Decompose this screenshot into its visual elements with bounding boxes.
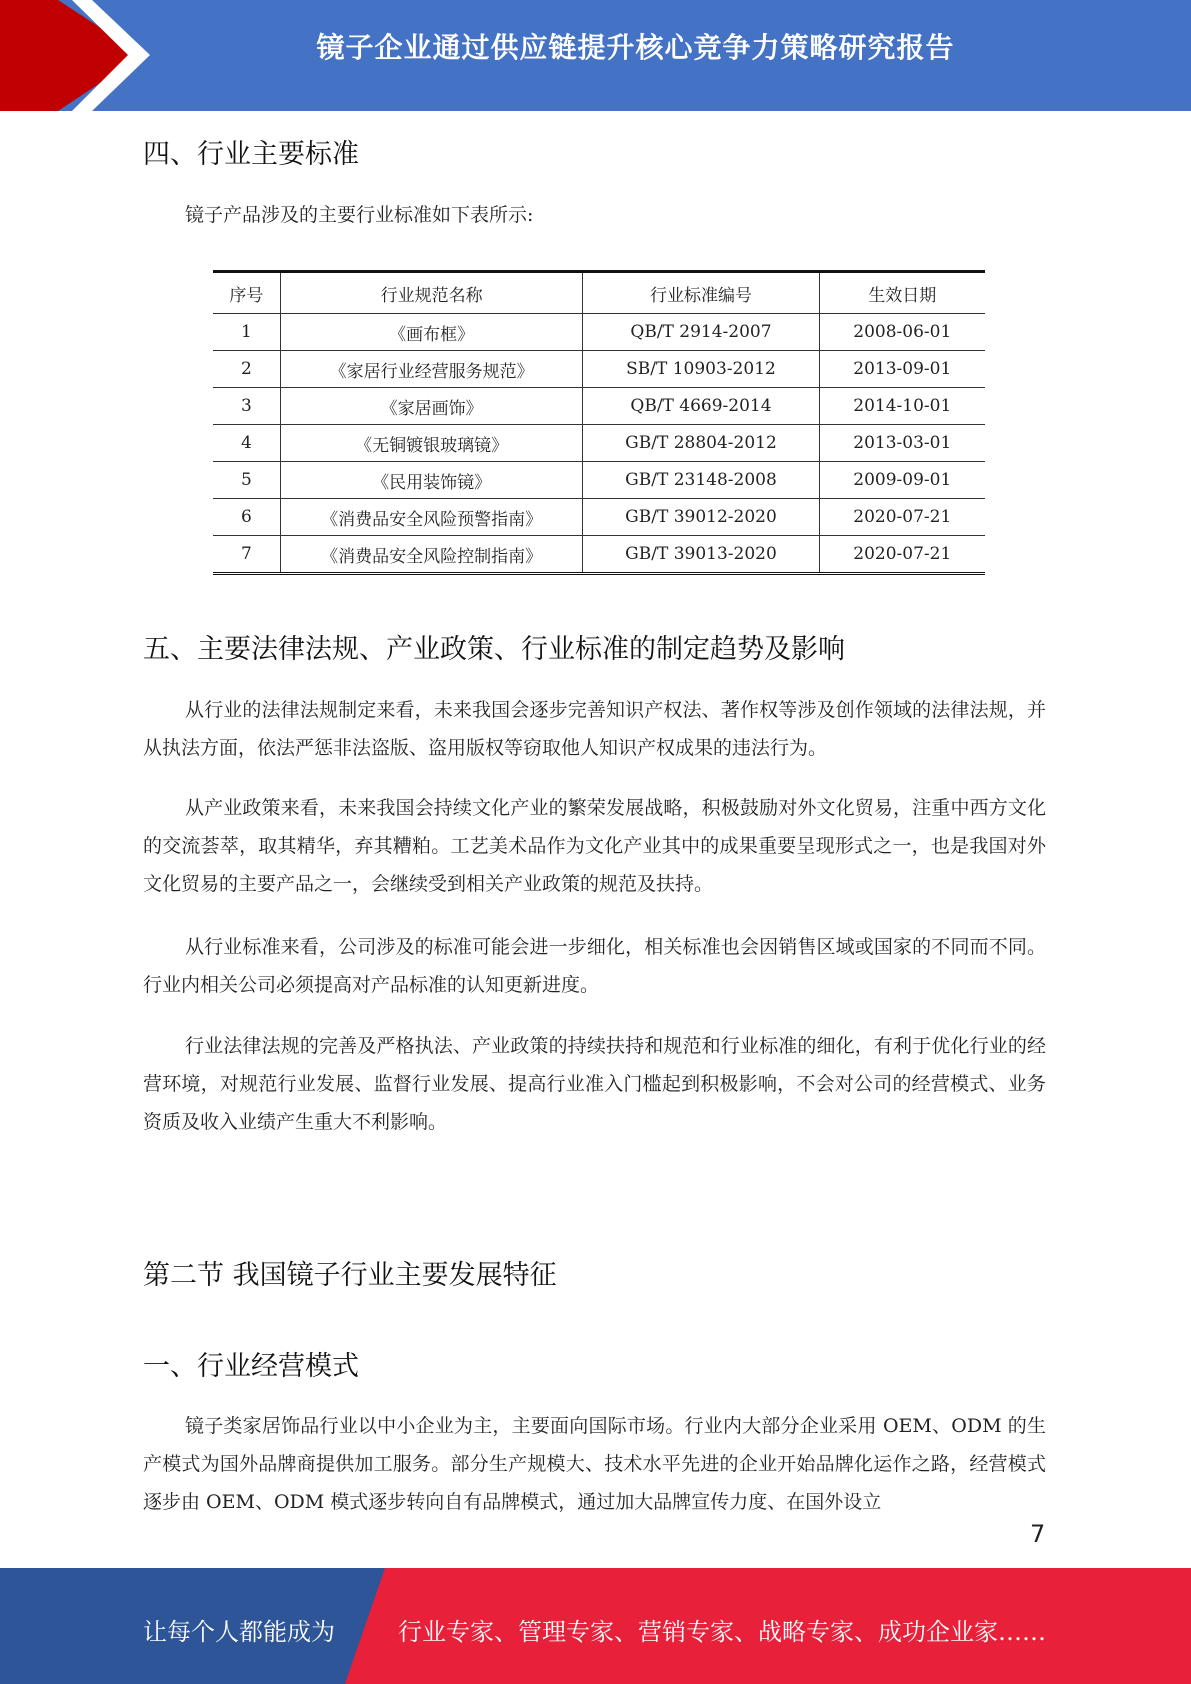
cell-index: 7 xyxy=(213,536,280,574)
table-row xyxy=(213,536,985,574)
cell-index: 1 xyxy=(213,314,280,351)
cell-code: GB/T 39013-2020 xyxy=(583,536,819,574)
cell-name: 《消费品安全风险控制指南》 xyxy=(280,536,583,574)
cell-name: 《无铜镀银玻璃镜》 xyxy=(280,425,583,462)
table-row xyxy=(213,462,985,499)
table-row xyxy=(213,351,985,388)
page-footer xyxy=(0,1568,1191,1684)
cell-date: 2020-07-21 xyxy=(819,536,985,574)
cell-code: GB/T 28804-2012 xyxy=(583,425,819,462)
cell-date: 2014-10-01 xyxy=(819,388,985,425)
table-header-row xyxy=(213,272,985,314)
section-heading-standards: 四、行业主要标准 xyxy=(143,139,359,170)
cell-name: 《家居行业经营服务规范》 xyxy=(280,351,583,388)
header-cell-index: 序号 xyxy=(213,272,280,314)
table-row xyxy=(213,425,985,462)
table-row xyxy=(213,499,985,536)
table-row xyxy=(213,388,985,425)
header-cell-name: 行业规范名称 xyxy=(280,272,583,314)
footer-slogan-left: 让每个人都能成为 xyxy=(143,1618,335,1646)
cell-index: 2 xyxy=(213,351,280,388)
footer-slogan-right: 行业专家、管理专家、营销专家、战略专家、成功企业家…… xyxy=(398,1618,1046,1646)
cell-code: SB/T 10903-2012 xyxy=(583,351,819,388)
page-header xyxy=(0,0,1191,111)
table-row xyxy=(213,314,985,351)
cell-date: 2013-03-01 xyxy=(819,425,985,462)
cell-name: 《画布框》 xyxy=(280,314,583,351)
header-cell-code: 行业标准编号 xyxy=(583,272,819,314)
paragraph-business-model: 镜子类家居饰品行业以中小企业为主，主要面向国际市场。行业内大部分企业采用 OEM、ODM 的生产模式为国外品牌商提供加工服务。部分生产规模大、技术水平先进的企业开始品牌化运作之路，经营模式逐步由 OEM、ODM 模式逐步转向自有品牌模式，通过加大品牌宣传力度、在国外设立 xyxy=(143,1415,1046,1513)
cell-code: GB/T 39012-2020 xyxy=(583,499,819,536)
header-cell-date: 生效日期 xyxy=(819,272,985,314)
cell-date: 2020-07-21 xyxy=(819,499,985,536)
section-heading-business-model: 一、行业经营模式 xyxy=(143,1351,359,1382)
cell-index: 4 xyxy=(213,425,280,462)
cell-date: 2009-09-01 xyxy=(819,462,985,499)
cell-code: GB/T 23148-2008 xyxy=(583,462,819,499)
paragraph-policy: 从产业政策来看，未来我国会持续文化产业的繁荣发展战略，积极鼓励对外文化贸易，注重中西方文化的交流荟萃，取其精华，弃其糟粕。工艺美术品作为文化产业其中的成果重要呈现形式之一，也是我国对外文化贸易的主要产品之一，会继续受到相关产业政策的规范及扶持。 xyxy=(143,797,1046,895)
table-intro-text: 镜子产品涉及的主要行业标准如下表所示: xyxy=(185,204,534,226)
paragraph-laws: 从行业的法律法规制定来看，未来我国会逐步完善知识产权法、著作权等涉及创作领域的法律法规，并从执法方面，依法严惩非法盗版、盗用版权等窃取他人知识产权成果的违法行为。 xyxy=(143,699,1046,759)
standards-table xyxy=(213,270,985,575)
cell-index: 5 xyxy=(213,462,280,499)
report-title: 镜子企业通过供应链提升核心竞争力策略研究报告 xyxy=(316,31,955,64)
cell-code: QB/T 2914-2007 xyxy=(583,314,819,351)
cell-code: QB/T 4669-2014 xyxy=(583,388,819,425)
cell-name: 《消费品安全风险预警指南》 xyxy=(280,499,583,536)
cell-index: 6 xyxy=(213,499,280,536)
cell-name: 《家居画饰》 xyxy=(280,388,583,425)
page-number: 7 xyxy=(1030,1520,1046,1548)
cell-name: 《民用装饰镜》 xyxy=(280,462,583,499)
cell-index: 3 xyxy=(213,388,280,425)
paragraph-impact: 行业法律法规的完善及严格执法、产业政策的持续扶持和规范和行业标准的细化，有利于优化行业的经营环境，对规范行业发展、监督行业发展、提高行业准入门槛起到积极影响，不会对公司的经营模式、业务资质及收入业绩产生重大不利影响。 xyxy=(143,1035,1046,1133)
cell-date: 2013-09-01 xyxy=(819,351,985,388)
cell-date: 2008-06-01 xyxy=(819,314,985,351)
paragraph-standards: 从行业标准来看，公司涉及的标准可能会进一步细化，相关标准也会因销售区域或国家的不同而不同。行业内相关公司必须提高对产品标准的认知更新进度。 xyxy=(143,936,1046,996)
section-heading-trends: 五、主要法律法规、产业政策、行业标准的制定趋势及影响 xyxy=(143,634,845,665)
chapter-heading: 第二节 我国镜子行业主要发展特征 xyxy=(143,1260,557,1291)
